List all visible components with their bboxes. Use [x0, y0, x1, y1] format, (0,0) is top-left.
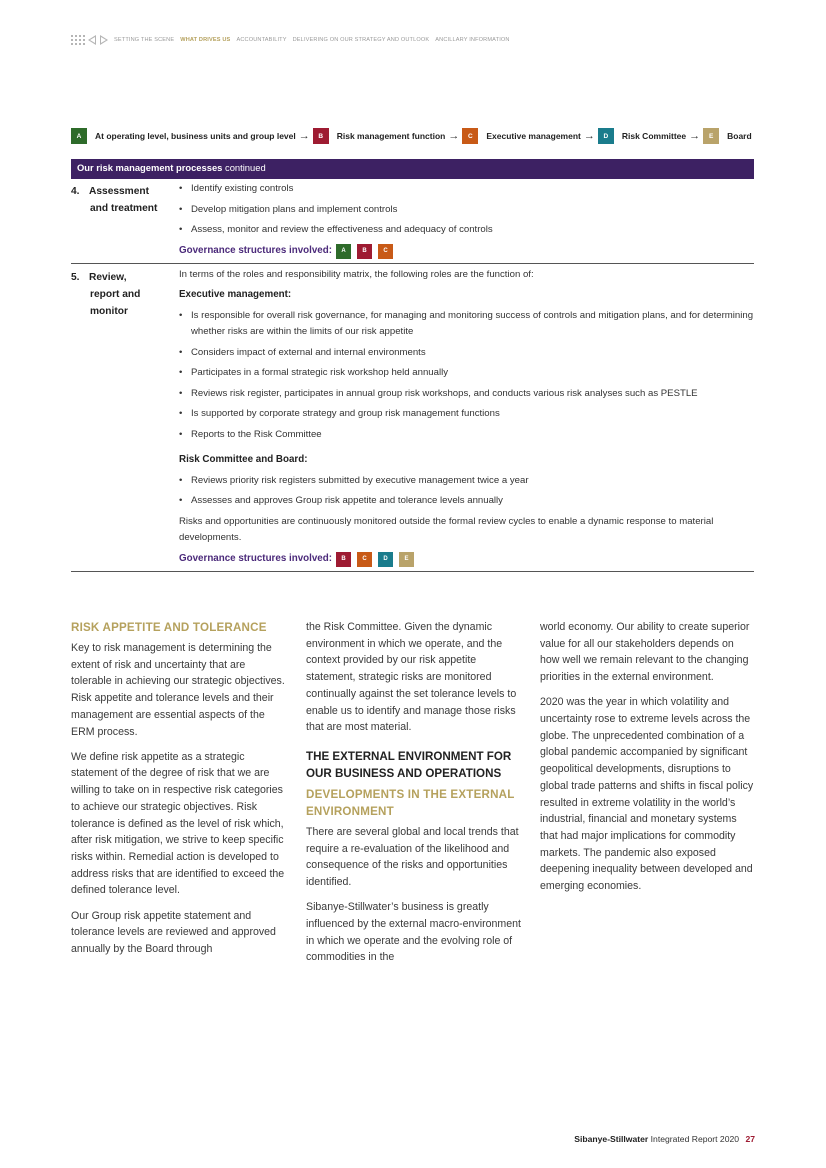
list-item: • Reviews priority risk registers submitted by executive management twice a year — [179, 473, 754, 490]
badge-b: B — [336, 552, 351, 567]
menu-grid-icon[interactable] — [71, 35, 84, 46]
section-heading: RISK APPETITE AND TOLERANCE — [71, 621, 267, 634]
list-item: • Is supported by corporate strategy and group risk management functions — [179, 406, 754, 423]
section-heading: THE EXTERNAL ENVIRONMENT FOR OUR BUSINESS AND OPERATIONS — [306, 749, 512, 780]
list-item: • Identify existing controls — [179, 181, 754, 198]
column-2 — [306, 619, 524, 975]
badge-e: E — [399, 552, 414, 567]
row-body — [179, 181, 754, 263]
paragraph: Our Group risk appetite statement and tolerance levels are reviewed and approved annually by the Board through — [71, 909, 276, 955]
page-number: 27 — [745, 1134, 755, 1144]
nav-what-drives-us[interactable]: WHAT DRIVES US — [180, 37, 231, 43]
previous-page-icon[interactable] — [88, 35, 96, 45]
nav-ancillary-information[interactable]: ANCILLARY INFORMATION — [435, 37, 510, 43]
governance-structures — [179, 243, 754, 261]
row-label — [71, 181, 179, 263]
top-nav — [71, 33, 516, 47]
row-label-rest: report and monitor — [90, 288, 141, 317]
column-3 — [540, 619, 756, 903]
row-number: 4. — [71, 186, 80, 197]
paragraph: Key to risk management is determining the extent of risk and uncertainty that are tolerable in achieving our strategic objectives. Risk appetite and tolerance levels and their management are essential aspects of the ERM process. — [71, 642, 285, 738]
legend-label-e: Board — [727, 131, 752, 141]
badge-a: A — [71, 128, 87, 144]
row-label-first: Assessment — [89, 186, 150, 197]
table-title-suffix: continued — [225, 162, 266, 173]
nav-delivering-strategy[interactable]: DELIVERING ON OUR STRATEGY AND OUTLOOK — [292, 37, 430, 43]
badge-d: D — [378, 552, 393, 567]
row-label-rest: and treatment — [90, 203, 158, 214]
table-row-assessment — [71, 179, 754, 264]
section-subheading: DEVELOPMENTS IN THE EXTERNAL ENVIRONMENT — [306, 787, 515, 818]
arrow-right-icon: → — [448, 129, 460, 142]
badge-c: C — [378, 244, 393, 259]
arrow-right-icon: → — [298, 129, 310, 142]
list-item: • Participates in a formal strategic risk workshop held annually — [179, 365, 754, 382]
list-item: • Assesses and approves Group risk appetite and tolerance levels annually — [179, 493, 754, 510]
table-row-review — [71, 264, 754, 572]
list-item: • Develop mitigation plans and implement controls — [179, 202, 754, 219]
legend-label-b: Risk management function — [336, 131, 446, 141]
governance-label: Governance structures involved: — [179, 553, 332, 565]
list-item: • Assess, monitor and review the effectiveness and adequacy of controls — [179, 222, 754, 239]
governance-label: Governance structures involved: — [179, 245, 332, 257]
list-item: • Considers impact of external and internal environments — [179, 345, 754, 362]
list-item: • Reports to the Risk Committee — [179, 427, 754, 444]
paragraph: We define risk appetite as a strategic statement of the degree of risk that we are willing to take on in respective risk categories to achieve our strategic objectives. Risk tolerance is defined as the level of risk which, after risk mitigation, we strive to keep specific risks within. Remedial action is developed to address risks that are identified to exceed the defined tolerance level. — [71, 750, 285, 897]
column-1 — [71, 619, 287, 966]
row-closing: Risks and opportunities are continuously monitored outside the formal review cycles to enable a dynamic response to material developments. — [179, 515, 714, 543]
legend-label-a: At operating level, business units and group level — [95, 131, 296, 141]
row-label — [71, 267, 179, 571]
page-footer — [574, 1134, 755, 1144]
nav-setting-the-scene[interactable]: SETTING THE SCENE — [114, 37, 175, 43]
row-body — [179, 267, 754, 571]
row-label-first: Review, — [89, 271, 127, 283]
nav-accountability[interactable]: ACCOUNTABILITY — [236, 37, 287, 43]
paragraph: There are several global and local trends that require a re-evaluation of the likelihood and consequence of the risks and opportunities identified. — [306, 825, 519, 889]
badge-b: B — [357, 244, 372, 259]
governance-structures — [179, 551, 754, 569]
row-intro: In terms of the roles and responsibility matrix, the following roles are the function of: — [179, 268, 534, 280]
table-title: Our risk management processes — [77, 162, 223, 173]
badge-d: D — [598, 128, 614, 144]
paragraph: Sibanye-Stillwater’s business is greatly influenced by the external macro-environment in which we operate and the evolving role of commodities in the — [306, 901, 521, 964]
legend-label-d: Risk Committee — [621, 131, 687, 141]
badge-a: A — [336, 244, 351, 259]
governance-legend — [71, 128, 755, 144]
paragraph: 2020 was the year in which volatility and uncertainty rose to extreme levels across the globe. The unprecedented combination of a global pandemic accompanied by significant geopolitical developments, disruptions to global trade patterns and shifts in fiscal policy resulted in extreme volatility in the world’s industrial, financial and monetary systems that had major implications for commodity markets. The pandemic also exposed deepening inequality between developed and emerging economies. — [540, 696, 754, 893]
legend-label-c: Executive management — [486, 131, 581, 141]
badge-e: E — [703, 128, 719, 144]
next-page-icon[interactable] — [100, 35, 108, 45]
report-name: Integrated Report 2020 — [650, 1134, 740, 1144]
row-number: 5. — [71, 271, 80, 283]
list-item: • Reviews risk register, participates in annual group risk workshops, and conducts various risk analyses such as PESTLE — [179, 386, 754, 403]
arrow-right-icon: → — [689, 129, 701, 142]
badge-c: C — [357, 552, 372, 567]
list-item: • Is responsible for overall risk governance, for managing and monitoring success of controls and mitigation plans, and for determining whether risks are within the limits of our risk appetite — [179, 308, 754, 341]
company-name: Sibanye-Stillwater — [574, 1134, 649, 1144]
badge-c: C — [462, 128, 478, 144]
table-header — [71, 159, 754, 179]
badge-b: B — [313, 128, 329, 144]
board-heading: Risk Committee and Board: — [179, 454, 308, 465]
risk-process-table — [71, 159, 754, 572]
arrow-right-icon: → — [583, 129, 595, 142]
executive-heading: Executive management: — [179, 289, 292, 300]
paragraph: the Risk Committee. Given the dynamic environment in which we operate, and the context provided by our risk appetite statement, strategic risks are monitored continually against the set tolerance levels to enable us to identify and manage those risks that are most material. — [306, 621, 517, 734]
paragraph: world economy. Our ability to create superior value for all our stakeholders depends on how well we remain relevant to the changing priorities in the external environment. — [540, 621, 750, 684]
